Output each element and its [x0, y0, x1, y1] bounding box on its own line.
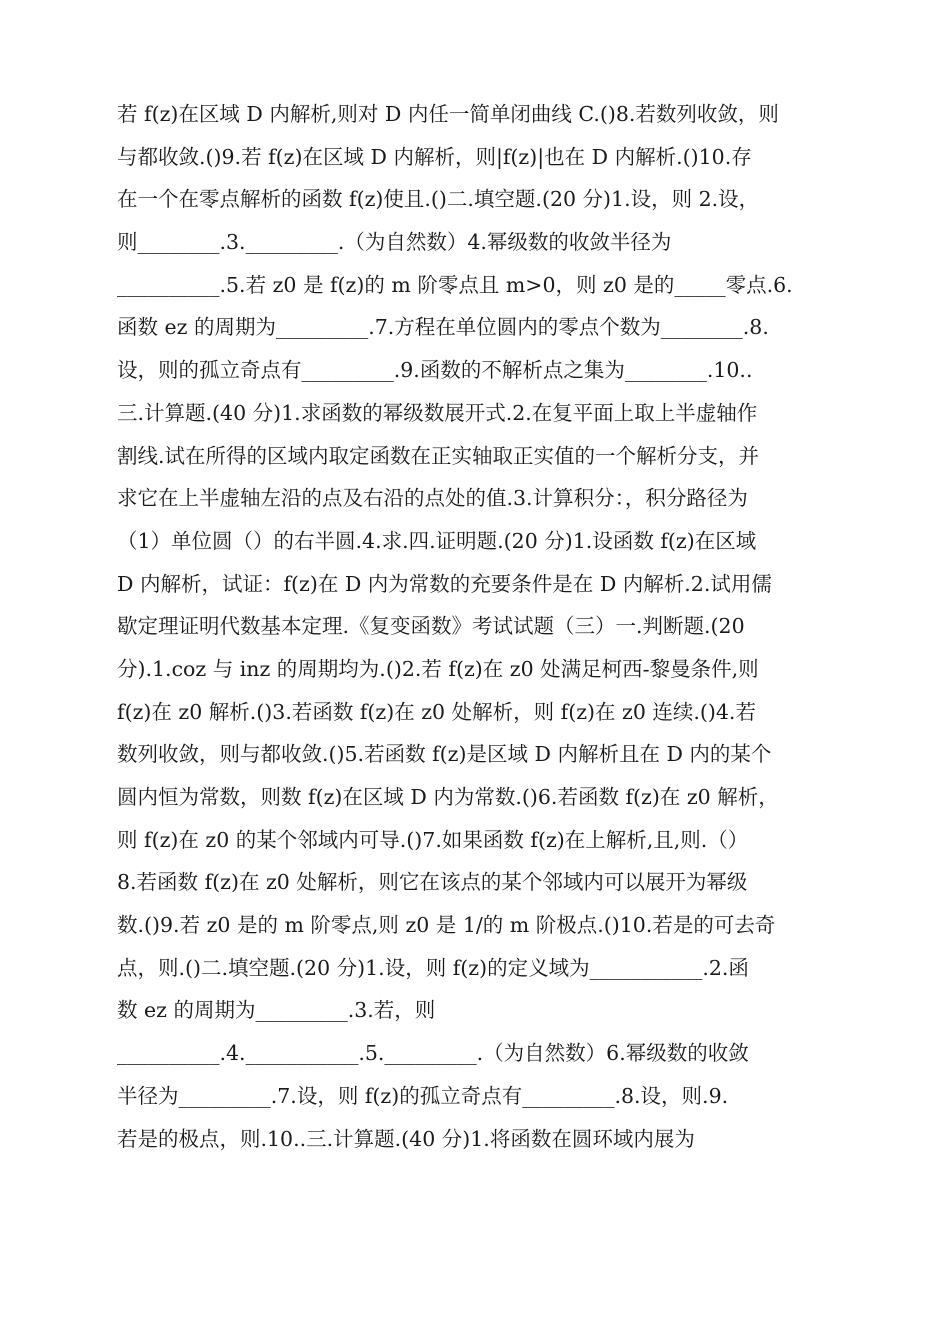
- text-line: 则 f(z)在 z0 的某个邻域内可导.()7.如果函数 f(z)在上解析,且,则.（）: [117, 827, 749, 852]
- text-line: 半径为_________.7.设，则 f(z)的孤立奇点有_________.8.设，则.9.: [117, 1083, 729, 1108]
- text-line: 数.()9.若 z0 是的 m 阶零点,则 z0 是 1/的 m 阶极点.()10.若是的可去奇: [117, 913, 776, 938]
- text-line: f(z)在 z0 解析.()3.若函数 f(z)在 z0 处解析，则 f(z)在 z0 连续.()4.若: [117, 699, 756, 724]
- text-line: __________.5.若 z0 是 f(z)的 m 阶零点且 m>0，则 z0 是的_____零点.6.: [117, 272, 793, 297]
- text-line: 函数 ez 的周期为_________.7.方程在单位圆内的零点个数为________.8.: [117, 315, 769, 340]
- text-line: 数 ez 的周期为_________.3.若，则: [117, 998, 436, 1023]
- document-body: [117, 93, 837, 1160]
- text-line: 8.若函数 f(z)在 z0 处解析，则它在该点的某个邻域内可以展开为幂级: [117, 870, 748, 895]
- text-line: 设，则的孤立奇点有_________.9.函数的不解析点之集为________.10..: [117, 358, 753, 383]
- text-line: 在一个在零点解析的函数 f(z)使且.()二.填空题.(20 分)1.设，则 2.设，: [117, 187, 760, 212]
- text-line: 点，则.()二.填空题.(20 分)1.设，则 f(z)的定义域为___________.2.函: [117, 955, 749, 980]
- text-line: 则________.3._________.（为自然数）4.幂级数的收敛半径为: [117, 230, 672, 255]
- text-line: 求它在上半虚轴左沿的点及右沿的点处的值.3.计算积分：，积分路径为: [117, 486, 748, 511]
- text-line: __________.4.___________.5._________.（为自然数）6.幂级数的收敛: [117, 1041, 749, 1066]
- text-line: 割线.试在所得的区域内取定函数在正实轴取正实值的一个解析分支，并: [117, 443, 760, 468]
- text-line: 与都收敛.()9.若 f(z)在区域 D 内解析，则|f(z)|也在 D 内解析.()10.存: [117, 144, 752, 169]
- text-line: 若是的极点，则.10..三.计算题.(40 分)1.将函数在圆环域内展为: [117, 1126, 695, 1151]
- text-line: 三.计算题.(40 分)1.求函数的幂级数展开式.2.在复平面上取上半虚轴作: [117, 400, 758, 425]
- text-line: 若 f(z)在区域 D 内解析,则对 D 内任一简单闭曲线 C.()8.若数列收敛，则: [117, 102, 779, 126]
- text-line: 分).1.coz 与 inz 的周期均为.()2.若 f(z)在 z0 处满足柯西-黎曼条件,则: [117, 656, 759, 681]
- text-line: 圆内恒为常数，则数 f(z)在区域 D 内为常数.()6.若函数 f(z)在 z0 解析，: [117, 785, 779, 809]
- text-line: 数列收敛，则与都收敛.()5.若函数 f(z)是区域 D 内解析且在 D 内的某个: [117, 742, 772, 767]
- text-line: D 内解析，试证：f(z)在 D 内为常数的充要条件是在 D 内解析.2.试用儒: [117, 571, 772, 596]
- text-line: 歇定理证明代数基本定理.《复变函数》考试试题（三）一.判断题.(20: [117, 614, 745, 639]
- text-line: （1）单位圆（）的右半圆.4.求.四.证明题.(20 分)1.设函数 f(z)在区域: [117, 528, 757, 553]
